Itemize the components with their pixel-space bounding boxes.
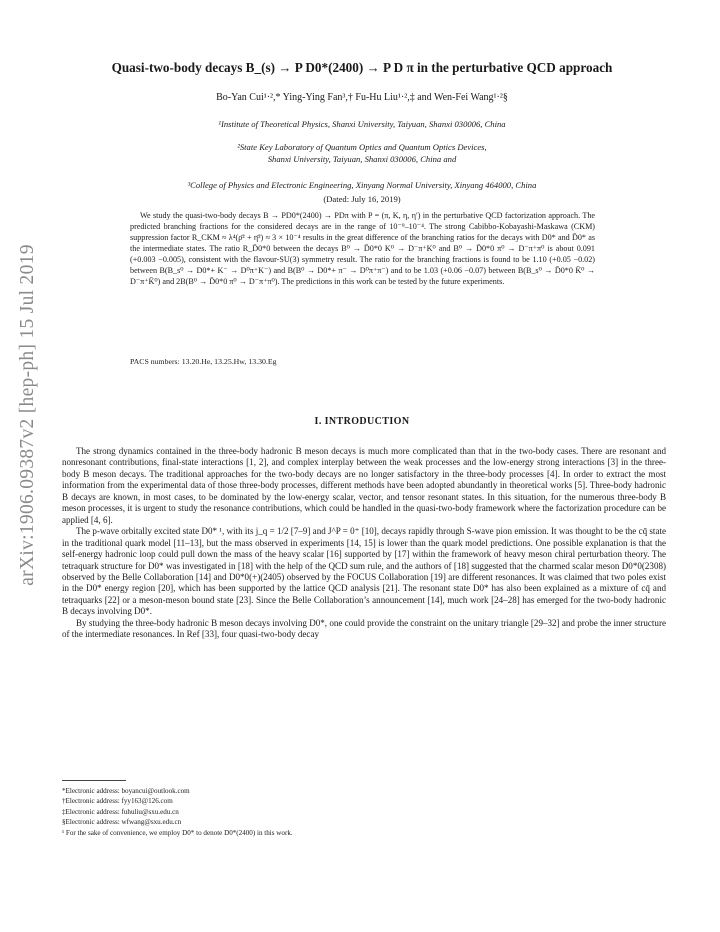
paper-title: Quasi-two-body decays B_(s) → P D0*(2400) → P D π in the perturbative QCD approach [111, 60, 613, 75]
footnote-email-3: ‡Electronic address: fuhuliu@sxu.edu.cn [62, 807, 179, 816]
paragraph: By studying the three-body hadronic B meson decays involving D0*, one could provide the constraint on the unitary triangle [29–32] and probe the inner structure of the intermediate resonances. In Ref [33], four quasi-two-body decay [62, 617, 666, 640]
abstract-text: We study the quasi-two-body decays B → PD0*(2400) → PDπ with P = (π, K, η, η′) in the perturbative QCD factorization approach. The predicted branching fractions for the considered decays are in the range of 10⁻⁹–10⁻⁴. The strong Cabibbo-Kobayashi-Maskawa (CKM) suppression factor R_CKM ≈ λ⁴(ρ̄² + η̄²) ≈ 3 × 10⁻⁴ results in the great difference of the branching ratios for the decays with D0* and D̄0* as the intermediate states. The ratio R_D̄0*0 between the decays B⁰ → D̄0*0 K⁰ → D⁻π⁺K⁰ and B⁰ → D̄0*0 π⁰ → D⁻π⁺π⁰ is about 0.091 (+0.003 −0.005), consistent with the flavour-SU(3) symmetry result. The ratio for the branching fractions is found to be 1.10 (+0.05 −0.02) between B(B_s⁰ → D0*+ K⁻ → D⁰π⁺K⁻) and B(B⁰ → D0*+ π⁻ → D⁰π⁺π⁻) and to be 1.03 (+0.06 −0.07) between B(B_s⁰ → D̄0*0 K̄⁰ → D⁻π⁺K̄⁰) and 2B(B⁰ → D̄0*0 π⁰ → D⁻π⁺π⁰). The predictions in this work can be tested by the future experiments. [130, 211, 595, 286]
affiliation-2: ²State Key Laboratory of Quantum Optics and Quantum Optics Devices, Shanxi University, Taiyuan, Shanxi 030006, China and [237, 142, 487, 164]
section-heading-introduction: I. INTRODUCTION [314, 416, 410, 427]
introduction-body [62, 446, 666, 641]
affiliation-1: ¹Institute of Theoretical Physics, Shanxi University, Taiyuan, Shanxi 030006, China [218, 119, 506, 129]
footnotes [62, 786, 666, 838]
paragraph: The p-wave orbitally excited state D0* ¹, with its j_q = 1/2 [7–9] and J^P = 0⁺ [10], decays rapidly through S-wave pion emission. It was thought to be the cq̄ state in the traditional quark model [11–13], but the mass observed in experiments [14, 15] is lower than the quark model predictions. One possible explanation is that the self-energy hadronic loop could pull down the mass of the heavy scalar [16] supported by [17] within the framework of heavy meson chiral perturbation theory. The tetraquark structure for D0* was investigated in [18] with the help of the QCD sum rule, and the authors of [18] suggested that the charmed scalar meson D0*0(2308) observed by the Belle Collaboration [14] and D0*0(+)(2405) observed by the FOCUS Collaboration [19] are different resonances. It was claimed that two poles exist in the D0* energy region [20], which has been supported by the lattice QCD analysis [21]. The resonant state D0* has also been explained as a mixture of cq̄ and tetraquarks [22] or a meson-meson bound state [23]. Since the Belle Collaboration’s announcement [14], much work [24–28] has emerged for the two-body hadronic B decays involving D0*. [62, 526, 666, 617]
author-list: Bo-Yan Cui¹·²,* Ying-Ying Fan³,† Fu-Hu Liu¹·²,‡ and Wen-Fei Wang¹·²§ [216, 92, 508, 103]
paragraph: The strong dynamics contained in the three-body hadronic B meson decays is much more complicated than that in the two-body cases. There are resonant and nonresonant contributions, final-state interactions [1, 2], and complex interplay between the weak processes and the low-energy strong interactions [3] in the three-body B meson decays. The traditional approaches for the two-body decays are no longer satisfactory in the three-body processes [4]. In order to extract the most information from the experimental data of those three-body processes, different methods have been adopted abundantly in theoretical works [5]. Three-body hadronic B decays are known, in most cases, to be dominated by the low-energy scalar, vector, and tensor resonant states. In this situation, for the numerous three-body B meson processes, it is urgent to study the resonance contributions, which could be handled in the quasi-two-body framework where the factorization procedure can be applied [4, 6]. [62, 446, 666, 525]
date-line: (Dated: July 16, 2019) [323, 194, 401, 204]
footnote-divider [62, 780, 126, 781]
footnote-email-2: †Electronic address: fyy163@126.com [62, 797, 173, 806]
abstract [130, 211, 595, 288]
footnote-convention: ¹ For the sake of convenience, we employ D0* to denote D0*(2400) in this work. [62, 828, 293, 837]
affiliation-3: ³College of Physics and Electronic Engineering, Xinyang Normal University, Xinyang 464000, China [187, 180, 537, 190]
arxiv-id: arXiv:1906.09387v2 [hep-ph] 15 Jul 2019 [17, 244, 38, 586]
pacs-numbers: PACS numbers: 13.20.He, 13.25.Hw, 13.30.Eg [130, 357, 277, 366]
footnote-email-1: *Electronic address: boyancui@outlook.com [62, 787, 190, 795]
arxiv-identifier-stamp [4, 175, 52, 655]
footnote-email-4: §Electronic address: wfwang@sxu.edu.cn [62, 818, 182, 827]
